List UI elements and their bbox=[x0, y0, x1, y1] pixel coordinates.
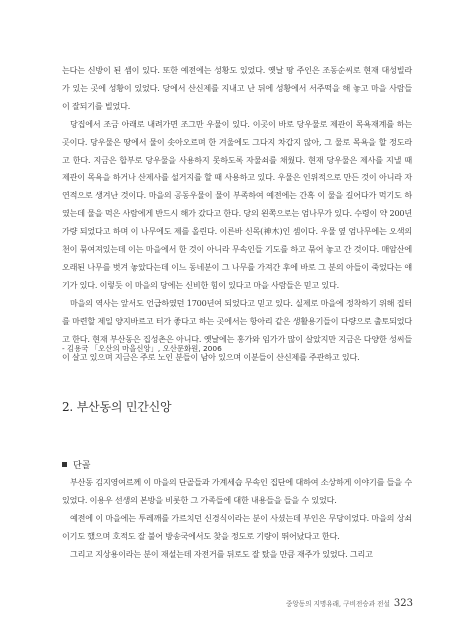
section-title: 2. 부산동의 민간신앙 bbox=[62, 400, 172, 414]
page-footer bbox=[286, 598, 413, 609]
paragraph: 당집에서 조금 아래로 내려가면 조그만 우물이 있다. 이곳이 바로 당우물로 제관이 목욕재계를 하는 곳이다. 당우물은 땅에서 물이 솟아오르며 한 겨울에도 그다지 차갑지 않아, 그 물로 목욕을 할 정도라고 한다. 지금은 합부로 당우물을 사용하지 못하도록 자물쇠를 채웠다. 현재 당우물은 제사를 지낼 때 제관이 목욕을 하거나 산제사를 설거지를 할 때 사용하고 있다. 우물은 인위적으로 만든 것이 아니라 자연적으로 생겨난 것이다. 마을의 공동우물이 물이 부족하여 예전에는 간혹 이 물을 길어다가 먹기도 하였는데 물을 먹은 사람에게 반드시 해가 갔다고 한다. 당의 왼쪽으로는 엄나무가 있다. 수령이 약 200년가량 되었다고 하며 이 나무에도 제를 올린다. 이른바 신목(神木)인 셈이다. 우물 옆 엄나무에는 오색의 천이 묶여져있는데 이는 마을에서 한 것이 아니라 무속인들 기도를 하고 묶어 놓고 간 것이다. 매암산에 오래된 나무를 벗겨 놓았다는데 이느 동네분이 그 나무를 가져간 후에 바로 그 분의 아들이 죽었다는 얘기가 있다. 이렇듯 이 마을의 당에는 신비한 힘이 있다고 마을 사람들은 믿고 있다. bbox=[62, 118, 412, 290]
paragraph: 마을의 역사는 앞서도 언급하였던 1700년여 되었다고 믿고 있다. 실제로 마을에 정착하기 위해 집터를 마련할 제일 양지바르고 터가 좋다고 하는 곳에서는 항아리 같은 생활용기들이 다량으로 출토되었다고 한다. 현재 부산동은 집성촌은 아니다. 옛날에는 홍가와 임가가 많이 살았지만 지금은 다양한 성씨들이 살고 있으며 지금은 주로 노인 분들이 남아 있으며 이분들이 산신제를 주관하고 있다. bbox=[62, 297, 412, 362]
subsection-heading bbox=[62, 458, 90, 471]
main-body-text bbox=[62, 62, 412, 366]
square-bullet-icon bbox=[62, 462, 67, 467]
subsection-body-text bbox=[62, 474, 412, 564]
page-number: 323 bbox=[393, 598, 413, 609]
subsection-title: 단골 bbox=[73, 461, 91, 471]
running-title: 중앙동의 지명유래, 구비전승과 전설 bbox=[285, 600, 390, 608]
citation: - 김용국 「오산의 마을신앙」, 오산문화원, 2006 bbox=[62, 344, 222, 353]
paragraph: 예전에 이 마을에는 투레깨를 가르치던 신경식이라는 분이 사셨는데 부인은 무당이었다. 마을의 상쇠이기도 했으며 호적도 잘 불어 방송국에서도 찾을 정도로 기량이 뛰어났다고 한다. bbox=[62, 512, 412, 541]
paragraph: 는다는 신방이 된 셈이 있다. 또한 예전에는 성황도 있었다. 옛날 땅 주인은 조동순씨로 현재 대성빌라가 있는 곳에 성황이 있었다. 당에서 산신제를 지내고 난 뒤에 성황에서 서주떡을 해 놓고 마을 사람들이 잘되기를 빌었다. bbox=[62, 65, 412, 111]
paragraph: 부산동 김지영여르께 이 마을의 단골들과 가계세습 무속인 집단에 대하여 소상하게 이야기를 들을 수 있었다. 이용우 선생의 본방을 비롯한 그 가족들에 대한 내용들을 들을 수 있었다. bbox=[62, 477, 412, 505]
paragraph: 그리고 지상용이라는 분이 재설는데 자전거를 뒤로도 잘 탔을 만큼 재주가 있었다. 그리고 bbox=[70, 548, 373, 559]
